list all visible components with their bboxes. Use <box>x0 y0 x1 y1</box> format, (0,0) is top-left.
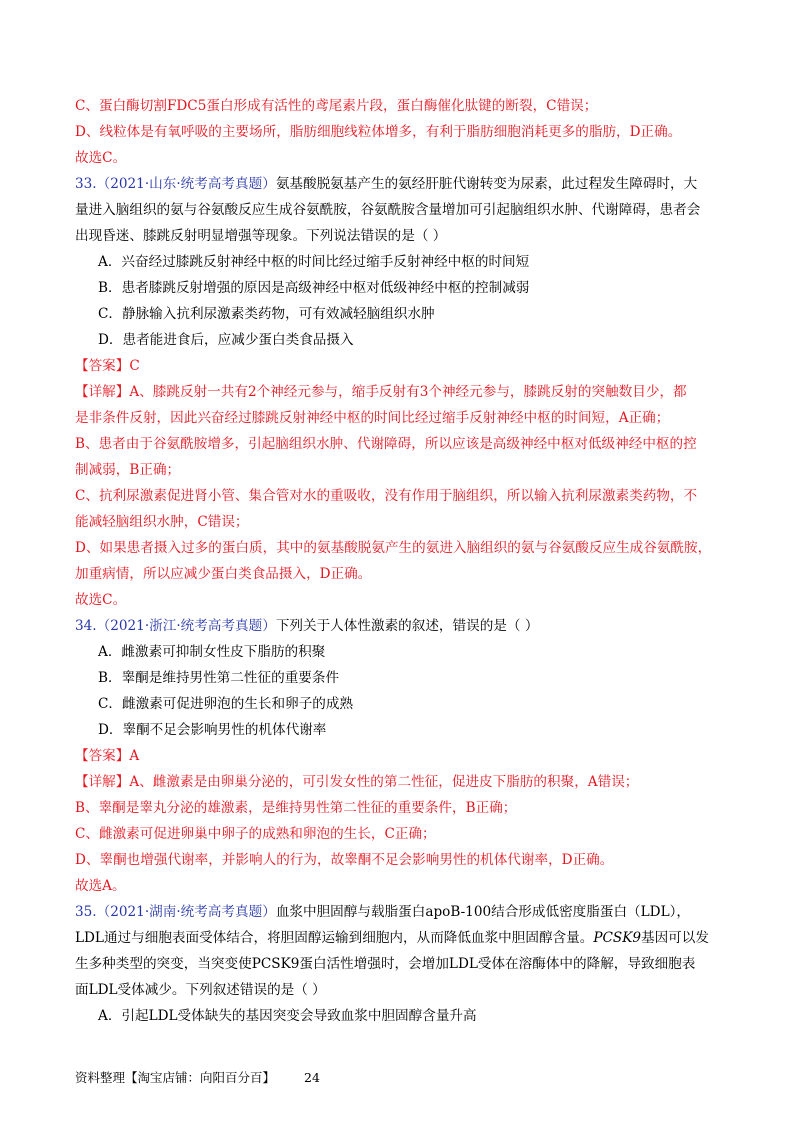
q35-stem-text-1: 血浆中胆固醇与载脂蛋白apoB-100结合形成低密度脂蛋白（LDL）， <box>275 904 690 920</box>
q33-detail-line-4: 制减弱，B正确； <box>75 462 181 478</box>
q33-option-c: C．静脉输入抗利尿激素类药物，可有效减轻脑组织水肿 <box>98 306 435 322</box>
q34-detail-line-1 <box>75 773 735 791</box>
q33-detail-line-3: B、患者由于谷氨酰胺增多，引起脑组织水肿、代谢障碍，所以应该是高级神经中枢对低级神经中枢的控 <box>75 436 697 452</box>
prev-option-d-explanation: D、线粒体是有氧呼吸的主要场所，脂肪细胞线粒体增多，有利于脂肪细胞消耗更多的脂肪，D正确。 <box>75 124 682 140</box>
footer-label: 资料整理【淘宝店铺：向阳百分百】 <box>75 1070 276 1085</box>
q34-detail-label: 【详解】 <box>75 774 130 790</box>
q35-stem-line-2 <box>75 929 735 947</box>
q34-number: 34. <box>75 618 97 634</box>
q33-answer <box>75 357 735 375</box>
page-number: 24 <box>304 1070 320 1085</box>
q35-stem-line-1 <box>75 903 735 921</box>
q34-option-b: B．睾酮是维持男性第二性征的重要条件 <box>98 670 340 686</box>
q34-answer-label: 【答案】 <box>75 748 130 764</box>
q35-source: （2021·湖南·统考高考真题） <box>96 904 276 920</box>
q34-detail-line-3: C、雌激素可促进卵巢中卵子的成熟和卵泡的生长，C正确； <box>75 826 436 842</box>
q35-stem-line-3: 生多种类型的突变，当突变使PCSK9蛋白活性增强时，会增加LDL受体在溶酶体中的降解，导致细胞表 <box>75 956 696 972</box>
q33-detail-text-1: A、膝跳反射一共有2个神经元参与，缩手反射有3个神经元参与，膝跳反射的突触数目少，都 <box>129 384 687 400</box>
q35-stem-text-2b: 基因可以发 <box>641 930 709 946</box>
q34-option-a: A．雌激素可抑制女性皮下脂肪的积聚 <box>98 644 326 660</box>
q34-source: （2021·浙江·统考高考真题） <box>96 618 276 634</box>
q35-gene-name: PCSK9 <box>593 930 641 946</box>
q33-detail-line-7: D、如果患者摄入过多的蛋白质，其中的氨基酸脱氨产生的氨进入脑组织的氨与谷氨酸反应生成谷氨酰胺， <box>75 540 712 556</box>
q33-source: （2021·山东·统考高考真题） <box>96 176 276 192</box>
q33-conclusion: 故选C。 <box>75 592 127 608</box>
q34-detail-line-2: B、睾酮是睾丸分泌的雄激素，是维持男性第二性征的重要条件，B正确； <box>75 800 517 816</box>
q33-stem-line-1 <box>75 175 735 193</box>
q35-stem-text-2a: LDL通过与细胞表面受体结合，将胆固醇运输到细胞内，从而降低血浆中胆固醇含量。 <box>75 930 594 946</box>
q33-stem-line-3: 出现昏迷、膝跳反射明显增强等现象。下列说法错误的是（ ） <box>75 228 447 244</box>
q34-detail-line-4: D、睾酮也增强代谢率，并影响人的行为，故睾酮不足会影响男性的机体代谢率，D正确。 <box>75 852 614 868</box>
q34-answer <box>75 747 735 765</box>
q33-detail-line-6: 能减轻脑组织水肿，C错误； <box>75 514 249 530</box>
q35-stem-line-4: 面LDL受体减少。下列叙述错误的是（ ） <box>75 982 326 998</box>
q34-option-d: D．睾酮不足会影响男性的机体代谢率 <box>98 722 327 738</box>
q35-option-a: A．引起LDL受体缺失的基因突变会导致血浆中胆固醇含量升高 <box>98 1008 477 1024</box>
q33-detail-label: 【详解】 <box>75 384 130 400</box>
q33-detail-line-1 <box>75 383 735 401</box>
q33-stem-text-1: 氨基酸脱氨基产生的氨经肝脏代谢转变为尿素，此过程发生障碍时，大 <box>275 176 698 192</box>
q33-stem-line-2: 量进入脑组织的氨与谷氨酸反应生成谷氨酰胺，谷氨酰胺含量增加可引起脑组织水肿、代谢障碍，患者会 <box>75 202 701 218</box>
q34-option-c: C．雌激素可促进卵泡的生长和卵子的成熟 <box>98 696 354 712</box>
q33-detail-line-5: C、抗利尿激素促进肾小管、集合管对水的重吸收，没有作用于脑组织，所以输入抗利尿激素类药物，不 <box>75 488 698 504</box>
q33-option-b: B．患者膝跳反射增强的原因是高级神经中枢对低级神经中枢的控制减弱 <box>98 280 530 296</box>
q33-detail-line-2: 是非条件反射，因此兴奋经过膝跳反射神经中枢的时间比经过缩手反射神经中枢的时间短，A正确； <box>75 410 670 426</box>
prev-option-c-explanation: C、蛋白酶切割FDC5蛋白形成有活性的鸢尾素片段，蛋白酶催化肽键的断裂，C错误； <box>75 98 598 114</box>
q34-stem-text: 下列关于人体性激素的叙述，错误的是（ ） <box>275 618 539 634</box>
q33-option-d: D．患者能进食后，应减少蛋白类食品摄入 <box>98 332 354 348</box>
q33-option-a: A．兴奋经过膝跳反射神经中枢的时间比经过缩手反射神经中枢的时间短 <box>98 254 530 270</box>
q34-detail-text-1: A、雌激素是由卵巢分泌的，可引发女性的第二性征，促进皮下脂肪的积聚，A错误； <box>129 774 639 790</box>
q34-stem <box>75 617 735 635</box>
q34-conclusion: 故选A。 <box>75 878 126 894</box>
q35-number: 35. <box>75 904 97 920</box>
q33-number: 33. <box>75 176 97 192</box>
q33-detail-line-8: 加重病情，所以应减少蛋白类食品摄入，D正确。 <box>75 566 372 582</box>
prev-conclusion: 故选C。 <box>75 150 127 166</box>
q33-answer-value: C <box>129 358 140 374</box>
page-footer <box>75 1070 320 1086</box>
q34-answer-value: A <box>129 748 140 764</box>
q33-answer-label: 【答案】 <box>75 358 130 374</box>
